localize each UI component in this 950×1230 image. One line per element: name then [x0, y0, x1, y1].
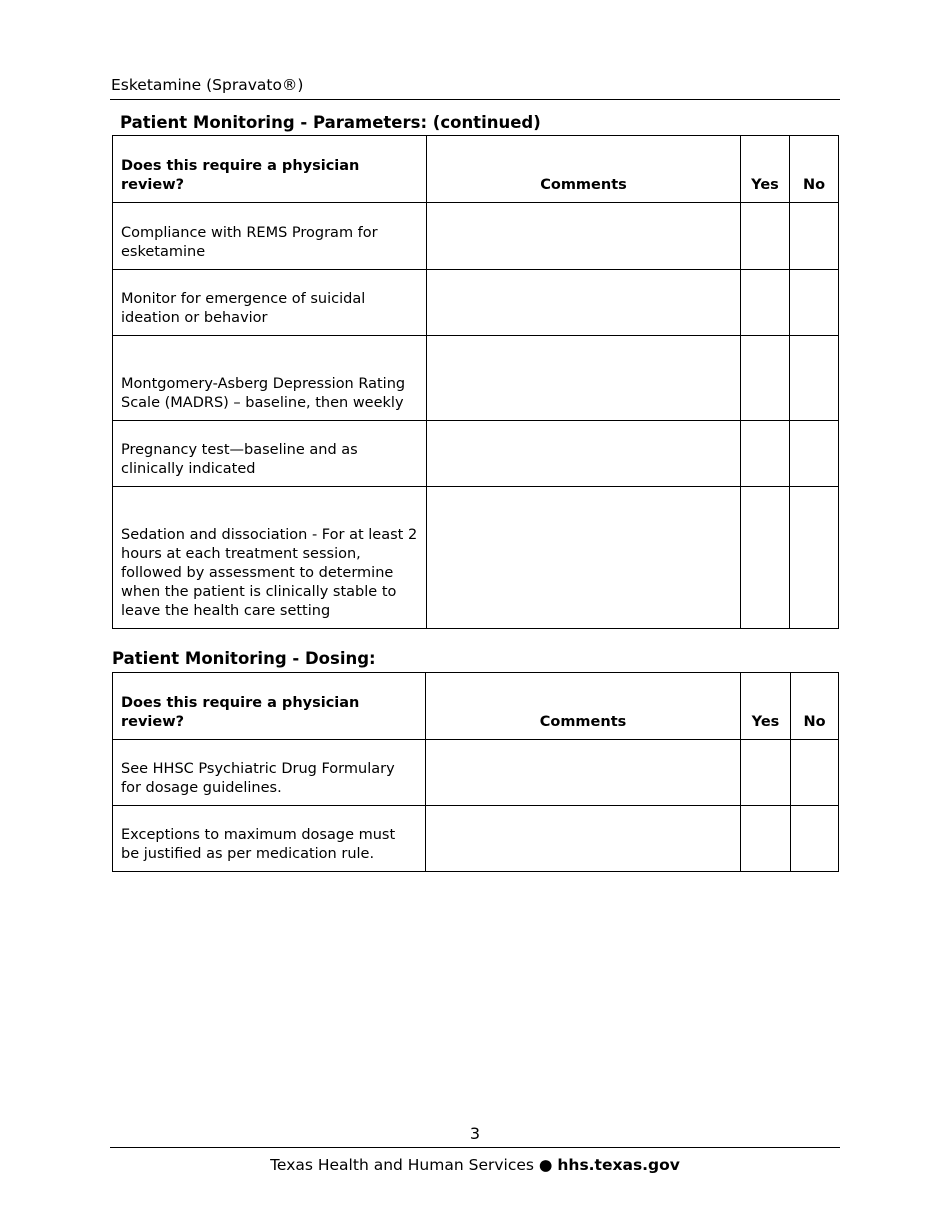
no-cell[interactable] [790, 421, 839, 487]
table-row [113, 336, 839, 421]
yes-cell[interactable] [741, 270, 790, 336]
table-row [113, 421, 839, 487]
parameter-label: Pregnancy test—baseline and as clinically indicated [113, 421, 427, 487]
table-row [113, 203, 839, 270]
dosing-table [112, 672, 839, 872]
no-cell[interactable] [790, 270, 839, 336]
comments-cell[interactable] [427, 421, 741, 487]
parameter-label: Monitor for emergence of suicidal ideation or behavior [113, 270, 427, 336]
column-header-yes: Yes [741, 673, 791, 740]
parameter-label: Compliance with REMS Program for esketamine [113, 203, 427, 270]
dosing-header-row [113, 673, 839, 740]
footer-org: Texas Health and Human Services [270, 1156, 534, 1174]
comments-cell[interactable] [427, 487, 741, 629]
no-cell[interactable] [790, 336, 839, 421]
parameters-header-row [113, 136, 839, 203]
comments-cell[interactable] [426, 806, 741, 872]
no-cell[interactable] [790, 203, 839, 270]
no-cell[interactable] [791, 806, 839, 872]
yes-cell[interactable] [741, 740, 791, 806]
parameter-label: Sedation and dissociation - For at least 2 hours at each treatment session, followed by assessment to determine when the patient is clinically stable to leave the health care setting [113, 487, 427, 629]
dosing-label: Exceptions to maximum dosage must be justified as per medication rule. [113, 806, 426, 872]
table-row [113, 270, 839, 336]
table-row [113, 806, 839, 872]
column-header-comments: Comments [427, 136, 741, 203]
column-header-no: No [790, 136, 839, 203]
comments-cell[interactable] [427, 336, 741, 421]
parameters-table [112, 135, 839, 629]
footer [0, 1155, 950, 1175]
yes-cell[interactable] [741, 806, 791, 872]
yes-cell[interactable] [741, 487, 790, 629]
header-divider [110, 99, 840, 100]
yes-cell[interactable] [741, 203, 790, 270]
parameter-label: Montgomery-Asberg Depression Rating Scale (MADRS) – baseline, then weekly [113, 336, 427, 421]
parameters-section-title: Patient Monitoring - Parameters: (continued) [120, 113, 541, 132]
document-header-title: Esketamine (Spravato®) [111, 76, 304, 94]
footer-divider [110, 1147, 840, 1148]
footer-website-link[interactable]: hhs.texas.gov [557, 1156, 680, 1174]
column-header-no: No [791, 673, 839, 740]
column-header-yes: Yes [741, 136, 790, 203]
comments-cell[interactable] [427, 270, 741, 336]
comments-cell[interactable] [426, 740, 741, 806]
column-header-review: Does this require a physician review? [113, 673, 426, 740]
dosing-section-title: Patient Monitoring - Dosing: [112, 649, 376, 668]
no-cell[interactable] [791, 740, 839, 806]
dosing-label: See HHSC Psychiatric Drug Formulary for dosage guidelines. [113, 740, 426, 806]
table-row [113, 740, 839, 806]
column-header-comments: Comments [426, 673, 741, 740]
yes-cell[interactable] [741, 336, 790, 421]
page-number: 3 [469, 1124, 481, 1143]
column-header-review: Does this require a physician review? [113, 136, 427, 203]
yes-cell[interactable] [741, 421, 790, 487]
table-row [113, 487, 839, 629]
no-cell[interactable] [790, 487, 839, 629]
bullet-icon: ● [538, 1156, 553, 1174]
comments-cell[interactable] [427, 203, 741, 270]
